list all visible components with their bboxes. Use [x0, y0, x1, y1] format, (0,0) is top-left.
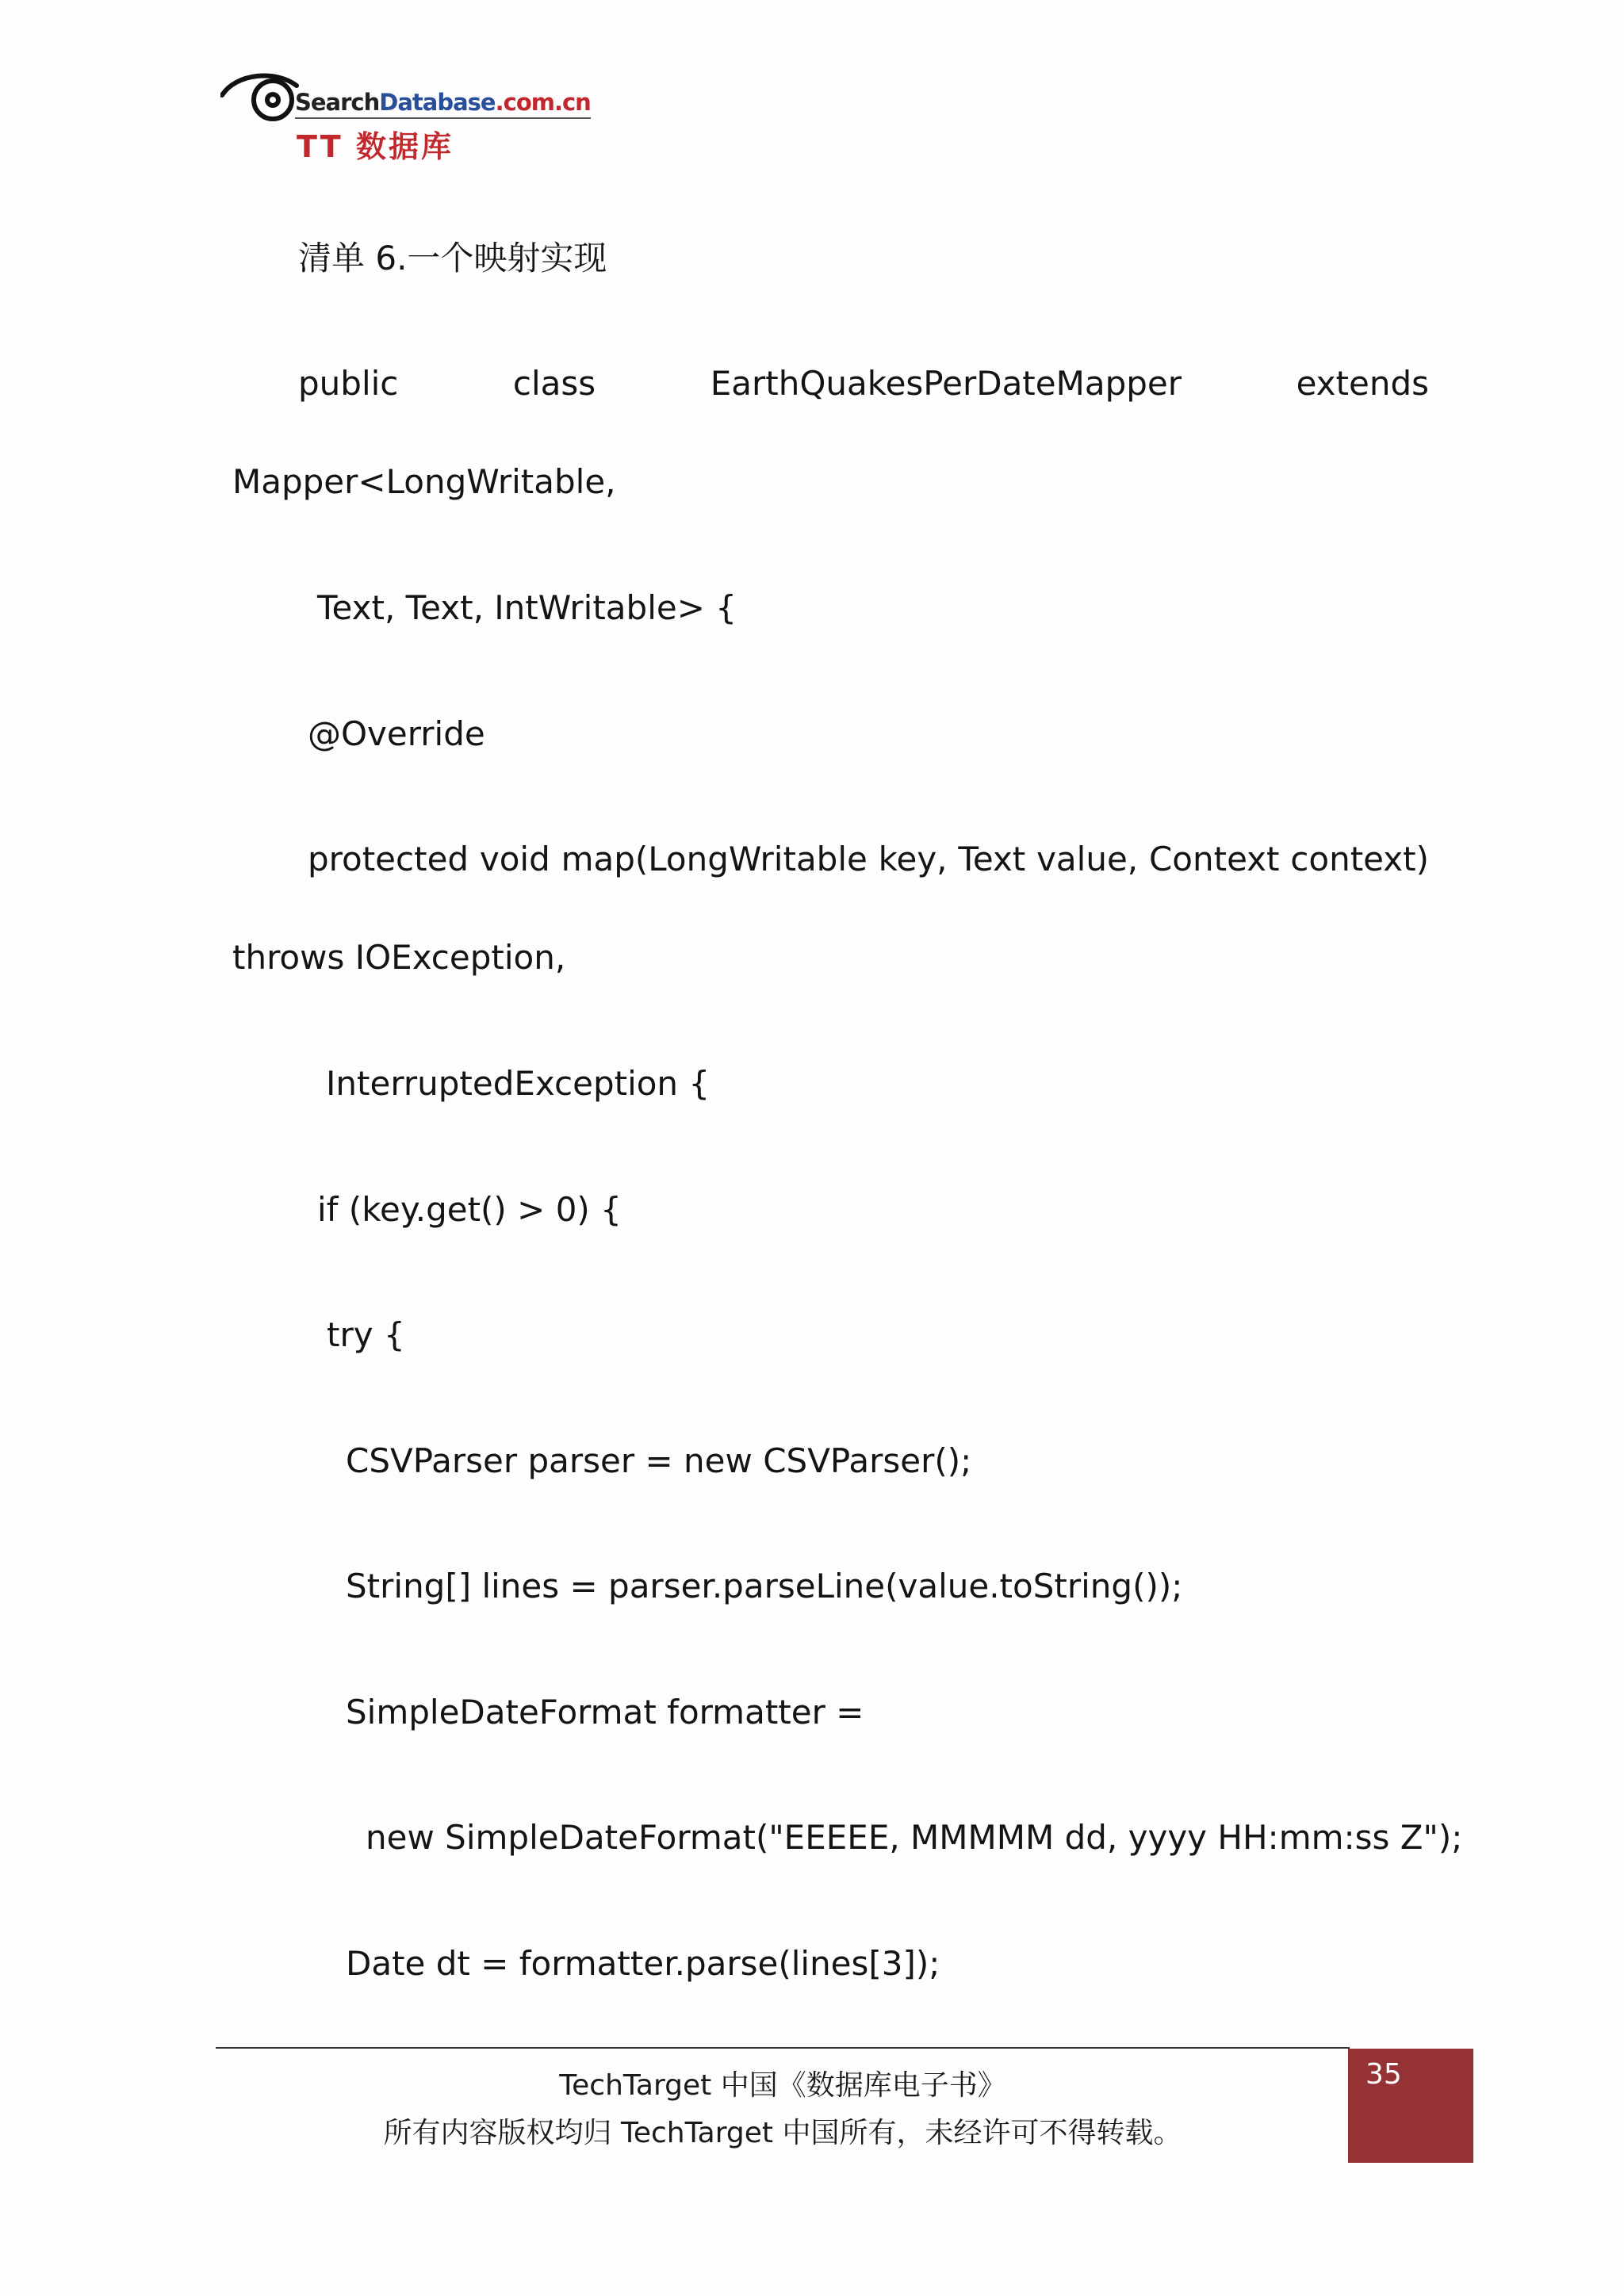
page-number: 35 [1365, 2058, 1402, 2091]
page-number-badge [1348, 2049, 1473, 2163]
logo-chinese-wordmark: TT 数据库 [297, 129, 454, 164]
code-line-4: @Override [308, 714, 485, 753]
searchdatabase-logo [220, 65, 591, 168]
listing-heading: 清单 6.一个映射实现 [298, 239, 607, 277]
code-word: Context [1148, 840, 1280, 878]
code-line-14: Date dt = formatter.parse(lines[3]); [346, 1944, 940, 1983]
footer-title: TechTarget 中国《数据库电子书》 [559, 2069, 1006, 2102]
code-line-13: new SimpleDateFormat("EEEEE, MMMMM dd, yyyy HH:mm:ss Z"); [366, 1818, 1463, 1857]
footer-copyright: 所有内容版权均归 TechTarget 中国所有，未经许可不得转载。 [383, 2117, 1182, 2149]
code-word: EarthQuakesPerDateMapper [710, 364, 1182, 403]
code-word: value, [1036, 840, 1139, 878]
code-line-11: String[] lines = parser.parseLine(value.toString()); [346, 1567, 1183, 1605]
code-word: public [298, 364, 399, 403]
code-word: map(LongWritable [561, 840, 868, 878]
code-line-3: Text, Text, IntWritable> { [317, 588, 737, 627]
code-line-5 [308, 839, 1429, 880]
code-line-9: try { [327, 1315, 405, 1354]
code-word: protected [308, 840, 469, 878]
eye-icon [220, 65, 300, 128]
code-word: extends [1296, 364, 1429, 403]
code-line-1 [298, 363, 1429, 404]
code-word: Text [958, 840, 1026, 878]
code-line-10: CSVParser parser = new CSVParser(); [346, 1441, 972, 1480]
code-word: class [512, 364, 596, 403]
code-line-7: InterruptedException { [326, 1064, 710, 1103]
footer-divider [216, 2047, 1350, 2049]
code-word: context) [1290, 840, 1429, 878]
code-line-2: Mapper<LongWritable, [232, 462, 616, 501]
logo-wordmark: SearchDatabase.com.cn [295, 89, 591, 119]
code-line-6: throws IOException, [232, 938, 566, 977]
code-word: key, [878, 840, 948, 878]
code-line-12: SimpleDateFormat formatter = [346, 1693, 864, 1732]
code-word: void [479, 840, 550, 878]
code-line-8: if (key.get() > 0) { [317, 1190, 622, 1229]
